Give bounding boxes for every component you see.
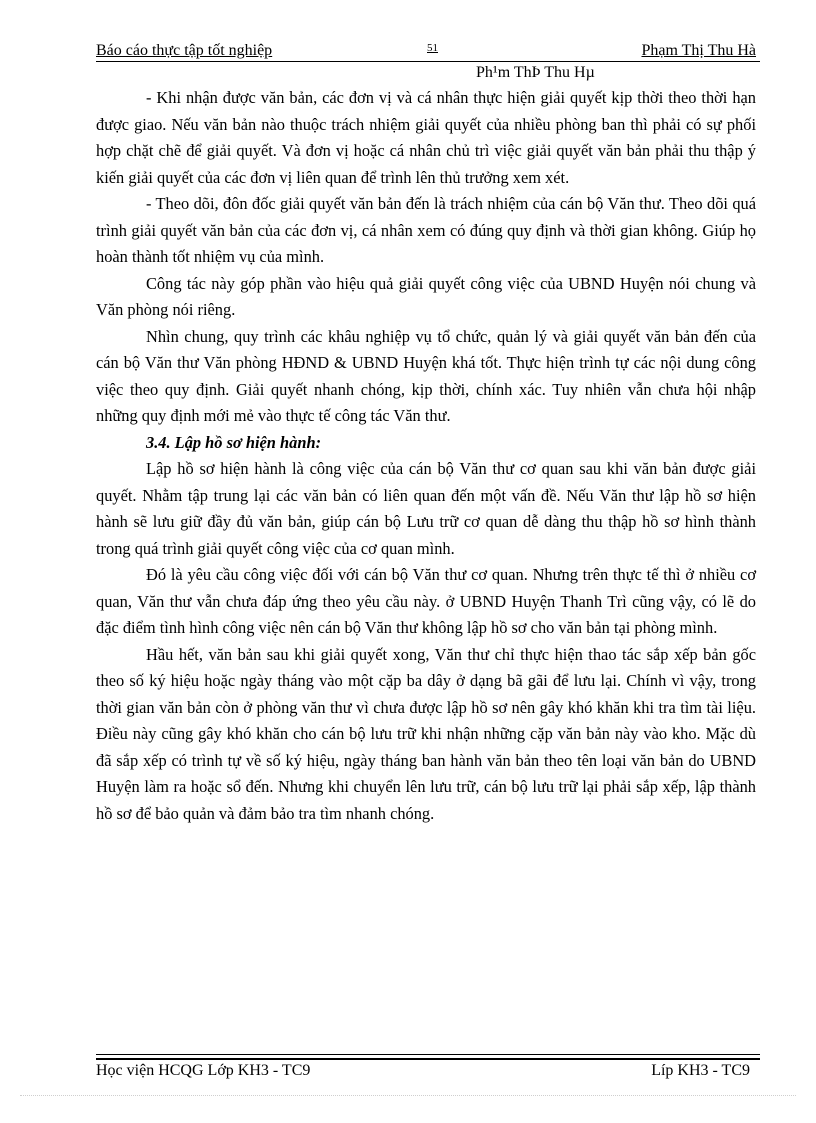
page-number: 51 <box>427 42 438 54</box>
paragraph: Công tác này góp phần vào hiệu quả giải quyết công việc của UBND Huyện nói chung và Văn phòng nói riêng. <box>96 273 756 319</box>
footer-institution: Học viện HCQG Lớp KH3 - TC9 <box>96 1062 311 1079</box>
paragraph: Lập hồ sơ hiện hành là công việc của cán bộ Văn thư cơ quan sau khi văn bản được giải quyết. Nhằm tập trung lại các văn bản có liên quan đến một vấn đề. Nếu Văn thư lập hồ sơ hiện hành sẽ lưu giữ đầy đủ văn bản, giúp cán bộ Lưu trữ cơ quan dễ dàng thu thập hồ sơ hình thành trong quá trình giải quyết công việc của cơ quan mình. <box>96 459 756 558</box>
section-heading: 3.4. Lập hồ sơ hiện hành: <box>146 432 322 452</box>
page-footer <box>96 1062 760 1084</box>
header-author: Phạm Thị Thu Hà <box>641 42 756 59</box>
header-author-garbled: Ph¹m ThÞ Thu Hµ <box>476 64 595 81</box>
page-edge-dots <box>20 1095 796 1096</box>
paragraph: Nhìn chung, quy trình các khâu nghiệp vụ tổ chức, quản lý và giải quyết văn bản đến của cán bộ Văn thư Văn phòng HĐND & UBND Huyện khá tốt. Thực hiện trình tự các nội dung công việc theo quy định. Giải quyết nhanh chóng, kịp thời, chính xác. Tuy nhiên vẫn chưa hội nhập những quy định mới mẻ vào thực tế công tác Văn thư. <box>96 326 756 425</box>
footer-divider-thin <box>96 1054 760 1055</box>
header-divider <box>96 61 760 62</box>
header-report-title: Báo cáo thực tập tốt nghiệp <box>96 42 273 59</box>
paragraph: Đó là yêu cầu công việc đối với cán bộ Văn thư cơ quan. Nhưng trên thực tế thì ở nhiều cơ quan, Văn thư vẫn chưa đáp ứng theo yêu cầu này. ở UBND Huyện Thanh Trì cũng vậy, có lẽ do đặc điểm tình hình công việc nên cán bộ Văn thư không lập hồ sơ cho văn bản tại phòng mình. <box>96 565 756 637</box>
body-text <box>96 85 756 827</box>
paragraph: - Khi nhận được văn bản, các đơn vị và cá nhân thực hiện giải quyết kịp thời theo thời hạn được giao. Nếu văn bản nào thuộc trách nhiệm giải quyết của nhiều phòng ban thì phải có sự phối hợp chặt chẽ để giải quyết. Và đơn vị hoặc cá nhân chủ trì việc giải quyết văn bản phải thu thập ý kiến giải quyết của các đơn vị liên quan để trình lên thủ trưởng xem xét. <box>96 88 756 187</box>
footer-class: Líp KH3 - TC9 <box>651 1062 750 1079</box>
paragraph: Hầu hết, văn bản sau khi giải quyết xong, Văn thư chỉ thực hiện thao tác sắp xếp bản gốc theo số ký hiệu hoặc ngày tháng vào một cặp ba dây ở dạng bã gãi để lưu lại. Chính vì vậy, trong thời gian văn bản còn ở phòng văn thư vì chưa được lập hồ sơ nên gây khó khăn khi tra tìm tài liệu. Điều này cũng gây khó khăn cho cán bộ lưu trữ khi nhận những cặp văn bản này vào kho. Mặc dù đã sắp xếp có trình tự về số ký hiệu, ngày tháng ban hành văn bản theo tên loại văn bản do UBND Huyện làm ra hoặc sổ đến. Nhưng khi chuyển lên lưu trữ, cán bộ lưu trữ lại phải sắp xếp, lập thành hồ sơ để bảo quản và đảm bảo tra tìm nhanh chóng. <box>96 644 756 823</box>
paragraph: - Theo dõi, đôn đốc giải quyết văn bản đến là trách nhiệm của cán bộ Văn thư. Theo dõi quá trình giải quyết văn bản của các đơn vị, cá nhân xem có đúng quy định và thời gian không. Giúp họ hoàn thành tốt nhiệm vụ của mình. <box>96 194 756 266</box>
footer-divider-thick <box>96 1058 760 1060</box>
